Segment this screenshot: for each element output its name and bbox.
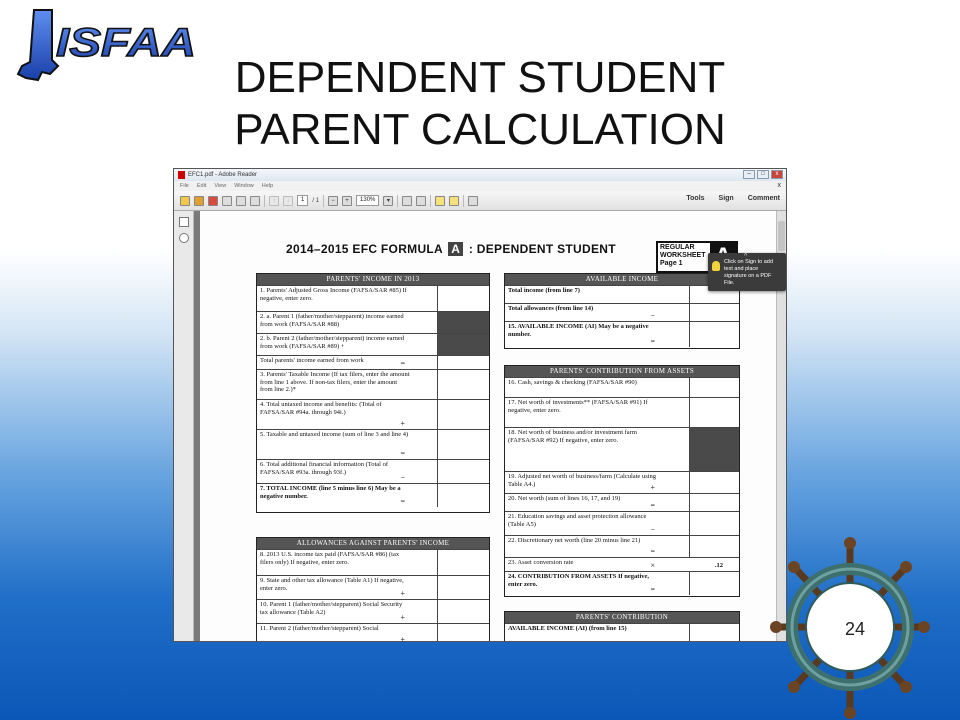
conversion-rate-value: .12 — [714, 561, 723, 569]
entry-cell[interactable] — [689, 378, 739, 397]
row-operator: × — [650, 560, 655, 570]
menu-edit[interactable]: Edit — [196, 183, 207, 189]
close-document-icon[interactable]: x — [777, 182, 781, 189]
table-row — [505, 557, 739, 571]
table-row — [257, 311, 489, 333]
worksheet-line: Page 1 — [660, 260, 683, 267]
entry-cell[interactable] — [689, 304, 739, 321]
row-label: 15. AVAILABLE INCOME (AI) May be a negative number. — [508, 323, 649, 338]
row-label: 7. TOTAL INCOME (line 5 minus line 6) May be a negative number. — [260, 485, 401, 500]
allowances-section — [256, 537, 490, 642]
entry-cell[interactable] — [437, 460, 489, 483]
entry-cell[interactable] — [437, 624, 489, 642]
menu-bar — [174, 181, 786, 191]
table-row — [257, 355, 489, 369]
slide-page-number: 24 — [844, 619, 866, 639]
table-row — [505, 471, 739, 493]
row-label: 2. b. Parent 2 (father/mother/stepparent) income earned from work (FAFSA/SAR #89) + — [260, 335, 405, 350]
table-row — [505, 303, 739, 321]
row-label: 18. Net worth of business and/or investment farm (FAFSA/SAR #92) If negative, enter zero. — [508, 429, 637, 444]
table-row — [257, 459, 489, 483]
entry-cell[interactable] — [437, 576, 489, 599]
navigation-pane — [174, 211, 194, 642]
task-pane-buttons — [686, 195, 780, 202]
maximize-button[interactable]: □ — [757, 170, 769, 179]
assets-section — [504, 365, 740, 597]
row-operator: = — [650, 584, 655, 594]
close-window-button[interactable]: x — [771, 170, 783, 179]
row-label: 19. Adjusted net worth of business/farm (Calculate using Table A4.) — [508, 473, 657, 488]
table-row — [505, 511, 739, 535]
zoom-out-icon[interactable]: − — [328, 196, 338, 206]
entry-cell[interactable] — [437, 600, 489, 623]
row-label: 5. Taxable and untaxed income (sum of line 3 and line 4) — [260, 431, 409, 438]
row-label: 9. State and other tax allowance (Table A1) If negative, enter zero. — [260, 577, 404, 592]
row-label: AVAILABLE INCOME (AI) (from line 15) — [508, 625, 627, 632]
row-operator: − — [650, 310, 655, 320]
adobe-reader-window — [173, 168, 787, 642]
lightbulb-icon — [712, 261, 720, 271]
title-line-2: PARENT CALCULATION — [234, 105, 726, 154]
row-operator: = — [650, 546, 655, 556]
comment-icon[interactable] — [435, 196, 445, 206]
entry-cell[interactable] — [689, 322, 739, 347]
form-title — [286, 242, 616, 256]
row-label: 1. Parents' Adjusted Gross Income (FAFSA/SAR #85) If negative, enter zero. — [260, 287, 407, 302]
window-controls — [743, 170, 783, 179]
toolbar — [174, 191, 786, 211]
expand-icon[interactable] — [468, 196, 478, 206]
scrollbar-thumb[interactable] — [778, 221, 785, 251]
zoom-in-icon[interactable]: + — [342, 196, 352, 206]
row-operator: + — [400, 588, 405, 598]
row-label: Total parents' income earned from work — [260, 357, 364, 364]
row-label: 4. Total untaxed income and benefits: (Total of FAFSA/SAR #94a. through 94i.) — [260, 401, 382, 416]
row-label: 8. 2013 U.S. income tax paid (FAFSA/SAR #86) (tax filers only) If negative, enter zero. — [260, 551, 400, 566]
menu-view[interactable]: View — [214, 183, 227, 189]
row-operator: + — [400, 612, 405, 622]
entry-cell[interactable] — [437, 370, 489, 399]
page-number-input[interactable]: 1 — [297, 195, 308, 206]
shaded-cell — [689, 428, 739, 471]
table-row — [505, 321, 739, 347]
table-row — [257, 623, 489, 642]
row-label: 23. Asset conversion rate — [508, 559, 574, 566]
tools-button[interactable]: Tools — [686, 195, 705, 202]
row-label: 10. Parent 1 (father/mother/stepparent) Social Security tax allowance (Table A2) — [260, 601, 403, 616]
title-line-1: DEPENDENT STUDENT — [234, 53, 726, 102]
save-icon[interactable] — [222, 196, 232, 206]
row-label: 21. Education savings and asset protection allowance (Table A5) — [508, 513, 647, 528]
tooltip-text: Click on Sign to add text and place signature on a PDF File. — [724, 259, 773, 286]
attachments-icon[interactable] — [179, 233, 189, 243]
row-operator: = — [650, 500, 655, 510]
table-row — [257, 549, 489, 575]
window-title: EFC1.pdf - Adobe Reader — [188, 172, 258, 178]
section-heading: PARENTS' CONTRIBUTION — [505, 612, 739, 623]
row-operator: + — [400, 634, 405, 642]
row-label: 17. Net worth of investments** (FAFSA/SAR #91) If negative, enter zero. — [508, 399, 648, 414]
full-screen-icon[interactable] — [416, 196, 426, 206]
toolbar-separator — [323, 195, 324, 207]
entry-cell[interactable] — [689, 472, 739, 493]
row-operator: = — [650, 336, 655, 346]
entry-cell[interactable] — [437, 286, 489, 311]
row-operator: − — [650, 524, 655, 534]
section-heading: ALLOWANCES AGAINST PARENTS' INCOME — [257, 538, 489, 549]
slide-title — [180, 52, 780, 156]
comment-button[interactable]: Comment — [747, 195, 780, 202]
row-label: Total allowances (from line 14) — [508, 305, 594, 312]
email-icon[interactable] — [250, 196, 260, 206]
sign-tooltip[interactable] — [708, 253, 786, 291]
print-icon[interactable] — [236, 196, 246, 206]
table-row — [505, 285, 739, 303]
menu-window[interactable]: Window — [234, 183, 254, 189]
entry-cell[interactable] — [689, 536, 739, 557]
row-label: 6. Total additional financial information (Total of FAFSA/SAR #93a. through 93f.) — [260, 461, 389, 476]
section-heading: PARENTS' CONTRIBUTION FROM ASSETS — [505, 366, 739, 377]
section-heading: PARENTS' INCOME IN 2013 — [257, 274, 489, 285]
fit-page-icon[interactable] — [402, 196, 412, 206]
form-title-left: 2014–2015 EFC FORMULA — [286, 242, 443, 256]
pdf-icon — [178, 171, 185, 179]
pages-icon[interactable] — [179, 217, 189, 227]
table-row — [505, 377, 739, 397]
shaded-cell — [437, 312, 489, 333]
parents-contribution-section — [504, 611, 740, 642]
row-label: 22. Discretionary net worth (line 20 minus line 21) — [508, 537, 641, 544]
parents-income-section — [256, 273, 490, 513]
entry-cell[interactable] — [437, 550, 489, 575]
window-titlebar — [174, 169, 786, 181]
menu-file[interactable]: File — [180, 183, 189, 189]
entry-cell[interactable] — [689, 398, 739, 427]
previous-page-icon[interactable]: ↑ — [269, 196, 279, 206]
table-row — [505, 535, 739, 557]
menu-help[interactable]: Help — [261, 183, 274, 189]
shaded-cell — [437, 334, 489, 355]
row-label: 16. Cash, savings & checking (FAFSA/SAR #90) — [508, 379, 637, 386]
table-row — [257, 483, 489, 507]
toolbar-separator — [430, 195, 431, 207]
row-operator: = — [400, 358, 405, 368]
toolbar-separator — [463, 195, 464, 207]
table-row — [257, 575, 489, 599]
create-icon[interactable] — [180, 196, 190, 206]
entry-cell[interactable] — [689, 572, 739, 595]
row-label: Total income (from line 7) — [508, 287, 580, 294]
entry-cell[interactable] — [437, 400, 489, 429]
row-operator: + — [650, 482, 655, 492]
tooltip-caret-icon: ^ — [744, 253, 748, 260]
entry-cell[interactable] — [689, 512, 739, 535]
row-operator: = — [400, 448, 405, 458]
table-row — [257, 285, 489, 311]
entry-cell[interactable] — [689, 494, 739, 511]
row-label: 20. Net worth (sum of lines 16, 17, and 19) — [508, 495, 621, 502]
row-label: 2. a. Parent 1 (father/mother/stepparent) income earned from work (FAFSA/SAR #88) — [260, 313, 404, 328]
table-row — [257, 333, 489, 355]
sign-button[interactable]: Sign — [718, 195, 734, 202]
table-row — [257, 599, 489, 623]
open-icon[interactable] — [194, 196, 204, 206]
svg-text:ISFAA: ISFAA — [56, 21, 196, 65]
row-operator: + — [400, 418, 405, 428]
table-row — [257, 369, 489, 399]
zoom-dropdown-icon[interactable]: ▾ — [383, 196, 393, 206]
share-icon[interactable] — [208, 196, 218, 206]
pdf-page — [200, 211, 776, 642]
table-row — [505, 571, 739, 595]
table-row — [505, 427, 739, 471]
entry-cell[interactable] — [437, 356, 489, 369]
row-label: 3. Parents' Taxable Income (If tax filers, enter the amount from line 1 above. If non-tax filers, enter the amount from line 2.)* — [260, 371, 410, 393]
row-label: 24. CONTRIBUTION FROM ASSETS If negative, enter zero. — [508, 573, 650, 588]
table-row — [505, 397, 739, 427]
table-row — [257, 399, 489, 429]
isfaa-logo — [12, 6, 202, 84]
available-income-section — [504, 273, 740, 349]
row-label: 11. Parent 2 (father/mother/stepparent) Social — [260, 625, 379, 632]
worksheet-line: WORKSHEET — [660, 252, 706, 259]
table-row — [505, 623, 739, 641]
row-operator: = — [400, 496, 405, 506]
highlight-icon[interactable] — [449, 196, 459, 206]
section-heading: AVAILABLE INCOME — [505, 274, 739, 285]
table-row — [257, 429, 489, 459]
form-title-right: : DEPENDENT STUDENT — [468, 242, 616, 256]
form-title-letter: A — [448, 242, 463, 256]
entry-cell[interactable] — [689, 624, 739, 641]
toolbar-separator — [397, 195, 398, 207]
zoom-select[interactable]: 130% — [356, 195, 379, 206]
row-operator: − — [400, 472, 405, 482]
page-total: / 1 — [312, 197, 320, 204]
minimize-button[interactable]: – — [743, 170, 755, 179]
next-page-icon[interactable]: ↓ — [283, 196, 293, 206]
entry-cell[interactable] — [437, 484, 489, 507]
table-row — [505, 493, 739, 511]
worksheet-line: REGULAR — [660, 244, 695, 251]
toolbar-separator — [264, 195, 265, 207]
entry-cell[interactable] — [437, 430, 489, 459]
